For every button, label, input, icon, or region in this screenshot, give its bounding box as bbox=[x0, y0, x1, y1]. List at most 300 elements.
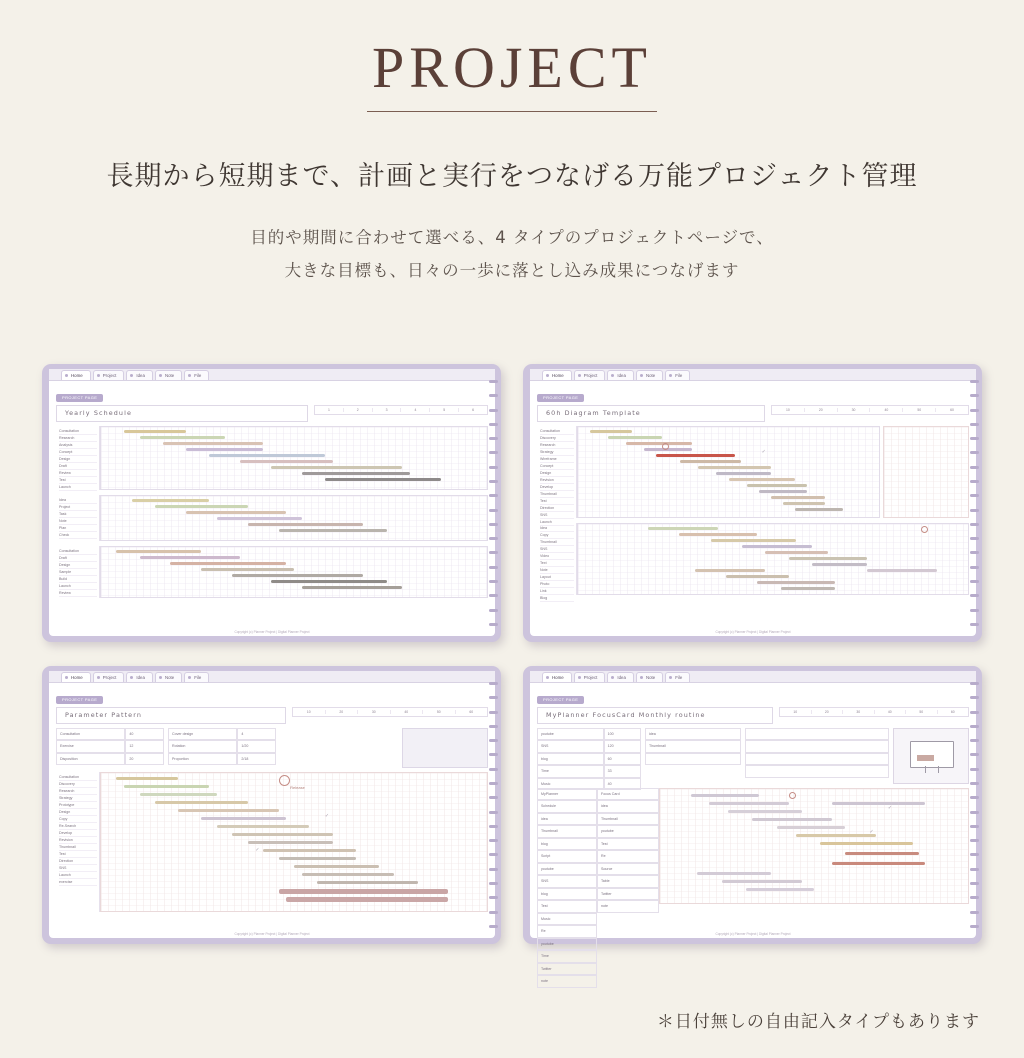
gantt-bar[interactable] bbox=[132, 499, 209, 503]
blank-row bbox=[745, 740, 889, 753]
stat-key: blog bbox=[537, 753, 604, 766]
tabbar-1 bbox=[49, 369, 495, 381]
task-label: SNS bbox=[59, 865, 97, 872]
gantt-bar[interactable] bbox=[124, 430, 186, 434]
gantt-section-1 bbox=[56, 772, 488, 912]
gantt-bar[interactable] bbox=[867, 569, 937, 573]
task-label: Review bbox=[59, 470, 97, 477]
gantt-bar[interactable] bbox=[263, 849, 356, 853]
month-tick: 10 bbox=[293, 710, 326, 714]
task-label: Sample bbox=[59, 569, 97, 576]
task-label-column[interactable] bbox=[56, 772, 100, 912]
gantt-bar[interactable] bbox=[820, 842, 912, 846]
task-label-column[interactable] bbox=[56, 426, 100, 490]
gantt-bar[interactable] bbox=[747, 484, 807, 488]
month-tick: 60 bbox=[469, 709, 474, 714]
gantt-bar[interactable] bbox=[796, 834, 876, 838]
gantt-canvas[interactable] bbox=[577, 426, 880, 518]
task-label: Revision bbox=[59, 837, 97, 844]
month-tick: 30 bbox=[838, 408, 871, 412]
status-badge: PROJECT PAGE bbox=[537, 696, 584, 704]
task-label: Consultation bbox=[59, 428, 97, 435]
gantt-bar[interactable] bbox=[170, 562, 286, 566]
side-grid[interactable] bbox=[883, 426, 969, 518]
info-value: 12 bbox=[125, 740, 164, 753]
gantt-bar[interactable] bbox=[325, 478, 441, 482]
list-item: Twitter bbox=[537, 963, 597, 976]
month-scale-4 bbox=[779, 707, 969, 717]
memo-box[interactable] bbox=[402, 728, 488, 768]
gantt-section-2 bbox=[56, 495, 488, 541]
list-item: Source bbox=[597, 863, 659, 876]
task-label: Consultation bbox=[540, 428, 574, 435]
page-heading-3[interactable]: Parameter Pattern bbox=[56, 707, 286, 724]
milestone-marker bbox=[662, 443, 669, 450]
gantt-bar[interactable] bbox=[140, 556, 240, 560]
list-item: Script bbox=[537, 850, 597, 863]
list-item: youtube bbox=[597, 825, 659, 838]
task-label: Launch bbox=[59, 484, 97, 491]
gantt-bar[interactable] bbox=[812, 563, 867, 567]
month-tick: 50 bbox=[906, 710, 938, 714]
gantt-bar[interactable] bbox=[217, 825, 310, 829]
list-item: Focus Card bbox=[597, 788, 659, 801]
stat-value: 40 bbox=[604, 778, 641, 791]
task-label: Revision bbox=[540, 477, 574, 484]
gantt-bar[interactable] bbox=[845, 852, 919, 856]
month-scale-1 bbox=[314, 405, 488, 415]
gantt-canvas[interactable] bbox=[100, 426, 488, 490]
task-label-column[interactable] bbox=[56, 546, 100, 598]
task-label: Direction bbox=[59, 858, 97, 865]
blank-rows[interactable] bbox=[745, 728, 889, 784]
gantt-bar[interactable] bbox=[232, 574, 363, 578]
page-heading-2[interactable]: 60h Diagram Template bbox=[537, 405, 765, 422]
month-tick: 50 bbox=[903, 408, 936, 412]
task-label: Design bbox=[59, 562, 97, 569]
gantt-canvas[interactable] bbox=[100, 772, 488, 912]
task-label: Consultation bbox=[59, 548, 97, 555]
sub-line-2: 大きな目標も、日々の一歩に落とし込み成果につなげます bbox=[284, 261, 740, 280]
task-label: Direction bbox=[540, 505, 574, 512]
gantt-bar[interactable] bbox=[679, 533, 757, 537]
gantt-bar[interactable] bbox=[590, 430, 632, 434]
milestone-marker bbox=[789, 792, 796, 799]
info-table-left[interactable] bbox=[56, 728, 164, 768]
task-label: Launch bbox=[59, 872, 97, 879]
gantt-bar[interactable] bbox=[746, 888, 814, 892]
gantt-bar[interactable] bbox=[240, 460, 333, 464]
gantt-bar[interactable] bbox=[777, 826, 845, 830]
status-badge: PROJECT PAGE bbox=[56, 394, 103, 402]
month-tick: 5 bbox=[430, 408, 459, 412]
tablet-focuscard-monthly bbox=[523, 666, 982, 983]
task-label: Wireframe bbox=[540, 456, 574, 463]
keyword-cell: idea bbox=[645, 728, 741, 741]
info-value: 1/20 bbox=[237, 740, 276, 753]
tab-file[interactable]: File bbox=[184, 672, 209, 682]
screen-4 bbox=[530, 671, 976, 983]
footer-copyright: Copyright (c) Planner Project | Digital Planner Project bbox=[234, 932, 310, 936]
list-item: MyPlanner bbox=[537, 788, 597, 801]
task-label: Photo bbox=[540, 581, 574, 588]
gantt-bar[interactable] bbox=[711, 539, 797, 543]
binder-rings bbox=[489, 380, 498, 626]
gantt-bar[interactable] bbox=[648, 527, 718, 531]
gantt-bar[interactable] bbox=[691, 794, 759, 798]
task-label: Prototype bbox=[59, 802, 97, 809]
info-value: 2/18 bbox=[237, 753, 276, 766]
list-item: Music bbox=[537, 913, 597, 926]
gantt-bar[interactable] bbox=[771, 496, 825, 500]
tab-project[interactable]: Project bbox=[574, 672, 606, 682]
footnote: ＊日付無しの自由記入タイプもあります bbox=[656, 1012, 980, 1032]
tab-file[interactable]: File bbox=[184, 370, 209, 380]
list-item: note bbox=[597, 900, 659, 913]
list-item: Test bbox=[537, 900, 597, 913]
month-scale-2 bbox=[771, 405, 969, 415]
task-label: Test bbox=[59, 477, 97, 484]
task-label: Project bbox=[59, 504, 97, 511]
list-item: Thumbnail bbox=[597, 813, 659, 826]
routine-list-right[interactable] bbox=[597, 788, 659, 908]
task-label-column[interactable] bbox=[56, 495, 100, 541]
info-key: Exercise bbox=[56, 740, 125, 753]
task-label: Consultation bbox=[59, 774, 97, 781]
sub-line-1: 目的や期間に合わせて選べる、4 タイプのプロジェクトページで、 bbox=[250, 228, 774, 247]
tablet-parameter-pattern bbox=[42, 666, 501, 944]
tab-home[interactable]: Home bbox=[61, 672, 91, 682]
month-tick: 30 bbox=[843, 710, 875, 714]
task-label: Note bbox=[59, 518, 97, 525]
gantt-bar[interactable] bbox=[656, 454, 734, 458]
month-tick: 6 bbox=[472, 407, 474, 412]
month-tick: 40 bbox=[391, 710, 424, 714]
task-label: Thumbnail bbox=[540, 491, 574, 498]
gantt-bar[interactable] bbox=[716, 472, 770, 476]
list-item: note bbox=[537, 975, 597, 988]
page-heading-1[interactable]: Yearly Schedule bbox=[56, 405, 308, 422]
task-label: Design bbox=[540, 470, 574, 477]
month-tick: 30 bbox=[358, 710, 391, 714]
page-body-2 bbox=[530, 381, 976, 636]
gantt-bar[interactable] bbox=[217, 517, 302, 521]
task-label: Research bbox=[59, 435, 97, 442]
screen-1 bbox=[49, 369, 495, 636]
task-label: Concept bbox=[540, 463, 574, 470]
sub-text bbox=[0, 221, 1024, 287]
gantt-bar[interactable] bbox=[697, 872, 771, 876]
gantt-bar[interactable] bbox=[186, 448, 263, 452]
task-label: Launch bbox=[540, 519, 574, 526]
list-item: blog bbox=[537, 838, 597, 851]
task-label: Test bbox=[59, 851, 97, 858]
page-heading-4[interactable]: MyPlanner FocusCard Monthly routine bbox=[537, 707, 773, 724]
stat-value: 33 bbox=[604, 765, 641, 778]
lead-text: 長期から短期まで、計画と実行をつなげる万能プロジェクト管理 bbox=[106, 161, 918, 192]
gantt-bar[interactable] bbox=[294, 865, 379, 869]
gantt-bar[interactable] bbox=[279, 889, 449, 894]
stat-value: 120 bbox=[604, 740, 641, 753]
list-item: blog bbox=[537, 888, 597, 901]
page-body-1 bbox=[49, 381, 495, 636]
gantt-bar[interactable] bbox=[155, 801, 248, 805]
task-label: SNS bbox=[540, 546, 574, 553]
month-tick: 50 bbox=[423, 710, 456, 714]
gantt-bar[interactable] bbox=[752, 818, 832, 822]
month-tick: 10 bbox=[772, 408, 805, 412]
task-label: Blog bbox=[540, 595, 574, 602]
info-value: 20 bbox=[125, 753, 164, 766]
tab-project[interactable]: Project bbox=[93, 370, 125, 380]
gantt-bar[interactable] bbox=[201, 817, 286, 821]
gantt-canvas[interactable] bbox=[659, 788, 969, 904]
task-label: Review bbox=[59, 590, 97, 597]
month-tick: 3 bbox=[373, 408, 402, 412]
month-tick: 20 bbox=[805, 408, 838, 412]
footer-copyright: Copyright (c) Planner Project | Digital Planner Project bbox=[715, 932, 791, 936]
blank-row bbox=[745, 728, 889, 741]
list-item: Twitter bbox=[597, 888, 659, 901]
month-header-1 bbox=[314, 405, 488, 422]
status-badge: PROJECT PAGE bbox=[56, 696, 103, 704]
tab-note[interactable]: Note bbox=[155, 672, 182, 682]
list-item: Schedule bbox=[537, 800, 597, 813]
binder-rings bbox=[489, 682, 498, 928]
gantt-bar[interactable] bbox=[722, 880, 802, 884]
keyword-cell bbox=[645, 753, 741, 766]
tab-idea[interactable]: Idea bbox=[607, 370, 634, 380]
month-tick: 60 bbox=[950, 709, 955, 714]
list-item: youtube bbox=[537, 938, 597, 951]
tablet-yearly-schedule bbox=[42, 364, 501, 642]
list-item: Re bbox=[537, 925, 597, 938]
milestone-marker bbox=[921, 526, 928, 533]
info-value: 40 bbox=[125, 728, 164, 741]
task-label: Text bbox=[540, 560, 574, 567]
task-label: Strategy bbox=[59, 795, 97, 802]
gantt-bar[interactable] bbox=[728, 810, 802, 814]
task-label: Re-Search bbox=[59, 823, 97, 830]
gantt-bar[interactable] bbox=[302, 586, 402, 590]
gantt-bar[interactable] bbox=[209, 454, 325, 458]
keyword-cell: Thumbnail bbox=[645, 740, 741, 753]
gantt-bar[interactable] bbox=[201, 568, 294, 572]
gantt-bar[interactable] bbox=[271, 580, 387, 584]
gantt-bar[interactable] bbox=[789, 557, 867, 561]
gantt-bar[interactable] bbox=[626, 442, 692, 446]
photo-thumbnail[interactable] bbox=[893, 728, 969, 784]
task-label: Draft bbox=[59, 463, 97, 470]
tab-project[interactable]: Project bbox=[574, 370, 606, 380]
gantt-bar[interactable] bbox=[116, 550, 201, 554]
task-label: Check bbox=[59, 532, 97, 539]
gantt-canvas[interactable] bbox=[100, 546, 488, 598]
info-key: Rotation bbox=[168, 740, 237, 753]
info-area bbox=[537, 728, 969, 784]
tab-home[interactable]: Home bbox=[61, 370, 91, 380]
stat-key: Time bbox=[537, 765, 604, 778]
tab-idea[interactable]: Idea bbox=[126, 370, 153, 380]
tab-note[interactable]: Note bbox=[636, 672, 663, 682]
gantt-bar[interactable] bbox=[757, 581, 835, 585]
info-key: Proportion bbox=[168, 753, 237, 766]
gantt-bar[interactable] bbox=[279, 529, 387, 533]
stats-table[interactable] bbox=[537, 728, 641, 784]
task-label-column[interactable] bbox=[537, 426, 577, 524]
info-key: Consultation bbox=[56, 728, 125, 741]
stat-value: 100 bbox=[604, 728, 641, 741]
month-tick: 10 bbox=[780, 710, 812, 714]
month-tick: 40 bbox=[875, 710, 907, 714]
gantt-bar[interactable] bbox=[248, 523, 364, 527]
info-table-right[interactable] bbox=[168, 728, 276, 768]
info-key: Disposition bbox=[56, 753, 125, 766]
binder-rings bbox=[970, 380, 979, 626]
task-label: Plan bbox=[59, 525, 97, 532]
month-tick: 20 bbox=[812, 710, 844, 714]
list-item: SNS bbox=[537, 875, 597, 888]
gantt-bar[interactable] bbox=[178, 809, 278, 813]
photo-stand-icon bbox=[925, 766, 939, 772]
list-item: idea bbox=[537, 813, 597, 826]
task-label: Research bbox=[540, 442, 574, 449]
task-label: Test bbox=[540, 498, 574, 505]
month-tick: 20 bbox=[326, 710, 359, 714]
gantt-bar[interactable] bbox=[302, 873, 395, 877]
info-area bbox=[56, 728, 488, 768]
gantt-bar[interactable] bbox=[783, 502, 825, 506]
task-label: Thumbnail bbox=[540, 539, 574, 546]
footer-copyright: Copyright (c) Planner Project | Digital Planner Project bbox=[234, 630, 310, 634]
stat-value: 60 bbox=[604, 753, 641, 766]
gantt-bar[interactable] bbox=[163, 442, 263, 446]
gantt-bar[interactable] bbox=[742, 545, 812, 549]
gantt-bar[interactable] bbox=[140, 436, 225, 440]
routine-list-left[interactable] bbox=[537, 788, 597, 983]
gantt-bar[interactable] bbox=[279, 857, 356, 861]
gantt-bar[interactable] bbox=[286, 897, 448, 902]
gantt-bar[interactable] bbox=[124, 785, 209, 789]
milestone-marker bbox=[279, 775, 290, 786]
task-label: Idea bbox=[59, 497, 97, 504]
task-label: Design bbox=[59, 809, 97, 816]
list-item: Thumbnail bbox=[537, 825, 597, 838]
gantt-bar[interactable] bbox=[765, 551, 827, 555]
stat-key: SNS bbox=[537, 740, 604, 753]
tablet-grid bbox=[42, 364, 982, 983]
tab-file[interactable]: File bbox=[665, 370, 690, 380]
gantt-bar[interactable] bbox=[729, 478, 795, 482]
stat-key: youtube bbox=[537, 728, 604, 741]
tab-note[interactable]: Note bbox=[155, 370, 182, 380]
month-header-2 bbox=[771, 405, 969, 422]
gantt-bar[interactable] bbox=[680, 460, 740, 464]
gantt-bar[interactable] bbox=[832, 862, 924, 866]
task-label: SNS bbox=[540, 512, 574, 519]
gantt-bar[interactable] bbox=[795, 508, 843, 512]
photo-frame-icon bbox=[910, 741, 953, 768]
gantt-bar[interactable] bbox=[832, 802, 924, 806]
task-label: Link bbox=[540, 588, 574, 595]
tab-home[interactable]: Home bbox=[542, 370, 572, 380]
title-underline bbox=[367, 111, 657, 112]
gantt-bar[interactable] bbox=[271, 466, 402, 470]
info-value: 4 bbox=[237, 728, 276, 741]
task-label: Build bbox=[59, 576, 97, 583]
task-label: Concept bbox=[59, 449, 97, 456]
gantt-bar[interactable] bbox=[232, 833, 332, 837]
gantt-bar[interactable] bbox=[116, 777, 178, 781]
tab-idea[interactable]: Idea bbox=[126, 672, 153, 682]
check-icon: ✓ bbox=[761, 448, 766, 455]
list-item: Table bbox=[597, 875, 659, 888]
month-scale-3 bbox=[292, 707, 488, 717]
title-area-2 bbox=[537, 405, 765, 422]
gantt-bar[interactable] bbox=[759, 490, 807, 494]
stat-key: Music bbox=[537, 778, 604, 791]
task-label: Draft bbox=[59, 555, 97, 562]
tab-home[interactable]: Home bbox=[542, 672, 572, 682]
task-label: Copy bbox=[59, 816, 97, 823]
gantt-section-1 bbox=[537, 426, 969, 524]
title-area-1 bbox=[56, 405, 308, 422]
task-label: exercise bbox=[59, 879, 97, 886]
tab-idea[interactable]: Idea bbox=[607, 672, 634, 682]
gantt-bar[interactable] bbox=[781, 587, 836, 591]
blank-row bbox=[745, 753, 889, 766]
month-header-3 bbox=[292, 707, 488, 724]
gantt-section-1 bbox=[56, 426, 488, 490]
keyword-table[interactable] bbox=[645, 728, 741, 784]
gantt-bar[interactable] bbox=[155, 505, 248, 509]
check-icon: ✓ bbox=[324, 812, 330, 819]
gantt-bar[interactable] bbox=[726, 575, 788, 579]
list-item: idea bbox=[597, 800, 659, 813]
task-label: Copy bbox=[540, 532, 574, 539]
task-label: Layout bbox=[540, 574, 574, 581]
month-tick: 60 bbox=[950, 407, 954, 412]
gantt-canvas[interactable] bbox=[577, 523, 969, 595]
screen-3 bbox=[49, 671, 495, 938]
gantt-bar[interactable] bbox=[709, 802, 789, 806]
gantt-canvas[interactable] bbox=[100, 495, 488, 541]
gantt-bar[interactable] bbox=[695, 569, 765, 573]
page-body-3 bbox=[49, 683, 495, 938]
month-tick: 40 bbox=[870, 408, 903, 412]
task-label: Video bbox=[540, 553, 574, 560]
gantt-section-3 bbox=[56, 546, 488, 598]
task-label-column[interactable] bbox=[537, 523, 577, 600]
tablet-60h-diagram bbox=[523, 364, 982, 642]
title-area-4 bbox=[537, 707, 773, 724]
gantt-bar[interactable] bbox=[698, 466, 770, 470]
tab-file[interactable]: File bbox=[665, 672, 690, 682]
list-item: Time bbox=[537, 950, 597, 963]
tabbar-4 bbox=[530, 671, 976, 683]
gantt-bar[interactable] bbox=[140, 793, 217, 797]
gantt-bar[interactable] bbox=[186, 511, 286, 515]
gantt-bar[interactable] bbox=[608, 436, 662, 440]
tab-note[interactable]: Note bbox=[636, 370, 663, 380]
page-title: PROJECT bbox=[372, 35, 652, 100]
gantt-bar[interactable] bbox=[302, 472, 410, 476]
tab-project[interactable]: Project bbox=[93, 672, 125, 682]
gantt-bar[interactable] bbox=[317, 881, 417, 885]
gantt-bar[interactable] bbox=[248, 841, 333, 845]
month-tick: 1 bbox=[315, 408, 344, 412]
task-label: Thumbnail bbox=[59, 844, 97, 851]
